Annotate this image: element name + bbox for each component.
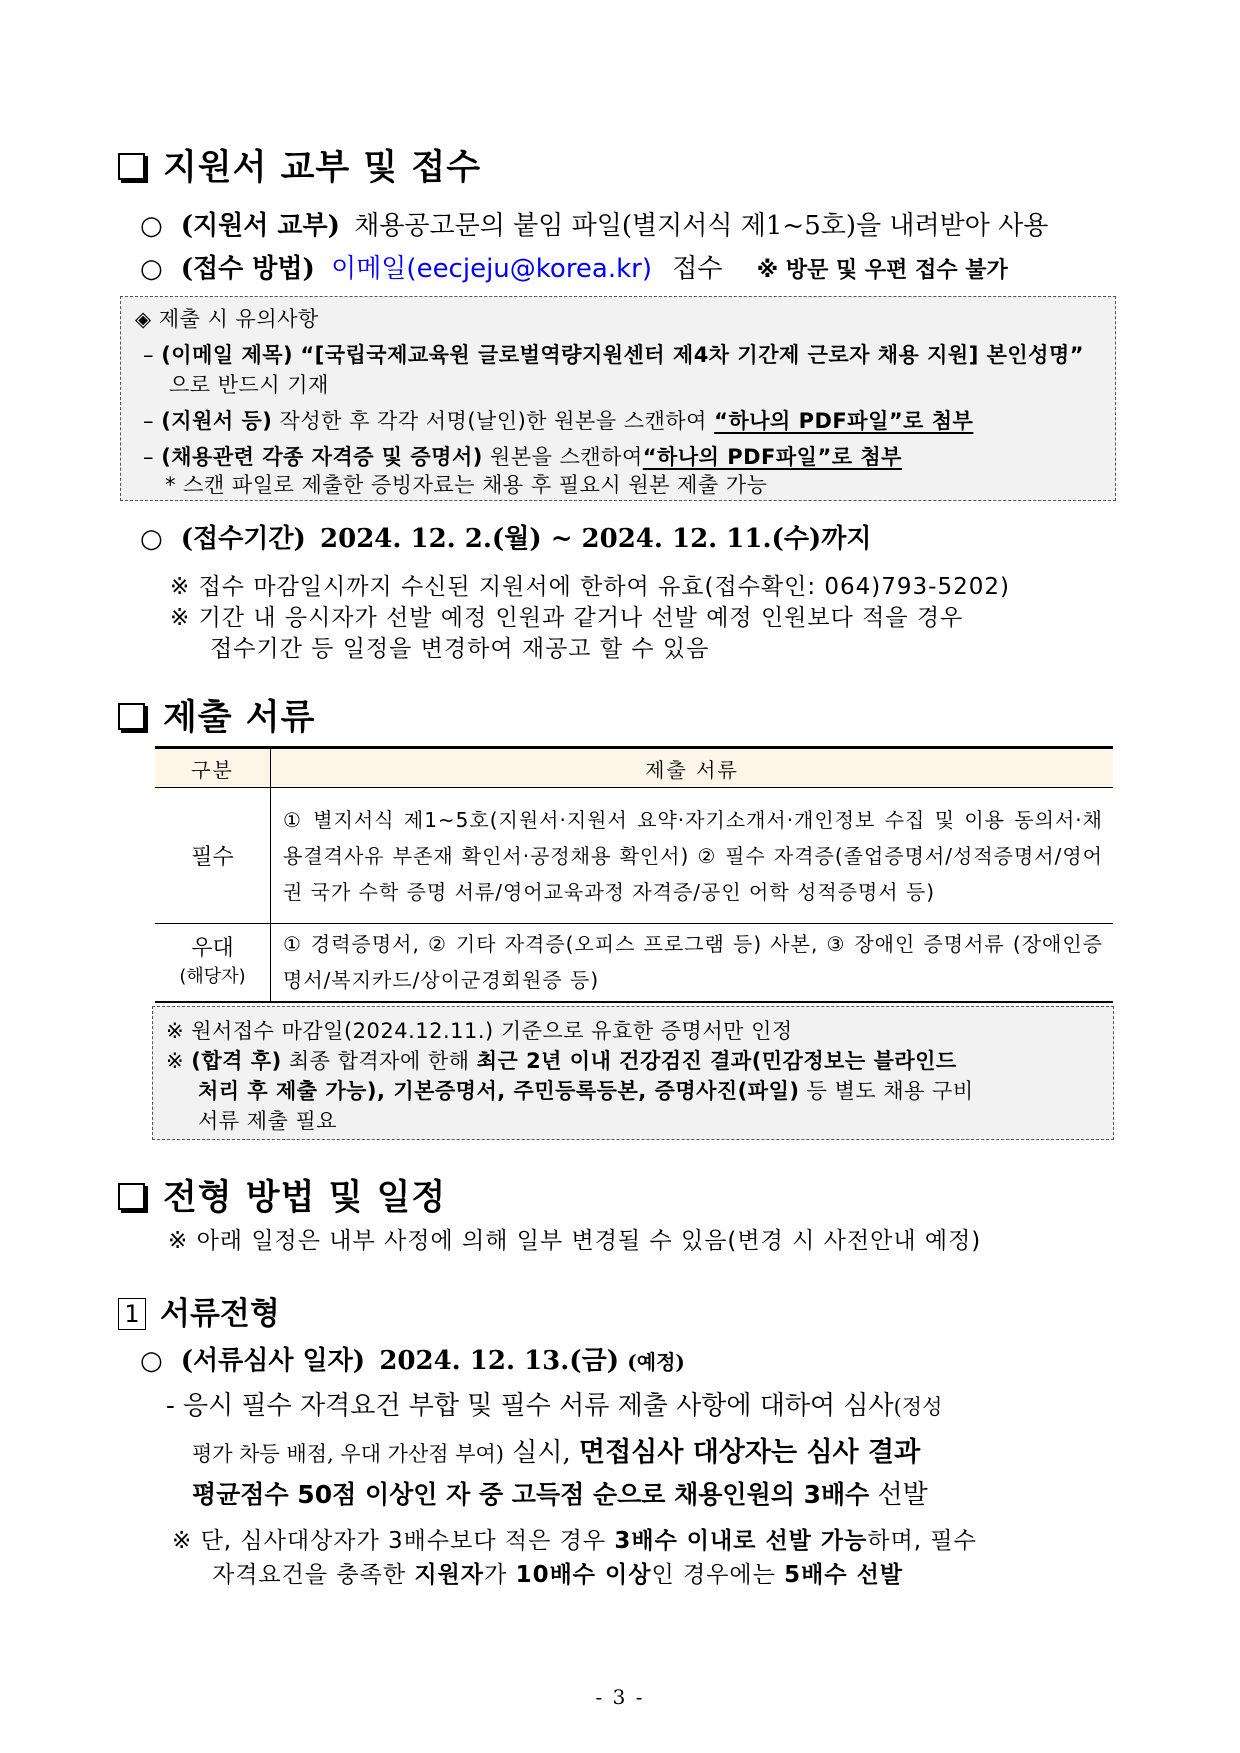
checkbox-square-icon [118,1183,145,1210]
table-row [155,924,1113,1002]
notice-line-email-title: – (이메일 제목) “[국립국제교육원 글로벌역량지원센터 제4차 기간제 근로자 채용 지원] 본인성명” [143,343,1085,367]
documents-note-box: ※ 원서접수 마감일(2024.12.11.) 기준으로 유효한 증명서만 인정 ※ (합격 후) 최종 합격자에 한해 최근 2년 이내 건강검진 결과(민감정보는 블라인드 처리 후 제출 가능), 기본증명서, 주민등록등본, 증명사진(파일) 등 별도 채용 구비 서류 제출 필요 [152,1006,1114,1140]
documents-table [155,746,1113,1003]
notice-line-scan: * 스캔 파일로 제출한 증빙자료는 채용 후 필요시 원본 제출 가능 [165,473,768,497]
step1-dash-line2: 평가 차등 배점, 우대 가산점 부여) 실시, 면접심사 대상자는 심사 결과 [192,1437,921,1468]
section-heading-selection: 전형 방법 및 일정 [118,1170,446,1220]
notice-header: ◈ 제출 시 유의사항 [135,307,319,331]
row-content: ① 경력증명서, ② 기타 자격증(오피스 프로그램 등) 사본, ③ 장애인 증명서류 (장애인증명서/복지카드/상이군경회원증 등) [271,924,1114,1002]
selection-note: ※ 아래 일정은 내부 사정에 의해 일부 변경될 수 있음(변경 시 사전안내 예정) [168,1228,982,1254]
row-content: ① 별지서식 제1~5호(지원서·지원서 요약·자기소개서·개인정보 수집 및 이용 동의서·채용결격사유 부존재 확인서·공정채용 확인서) ② 필수 자격증(졸업증명서/성적증명서/영어권 국가 수학 증명 서류/영어교육과정 자격증/공인 어학 성적증명서 등) [271,788,1114,924]
step1-dash-line3: 평균점수 50점 이상인 자 중 고득점 순으로 채용인원의 3배수 선발 [192,1480,928,1510]
table-row [155,788,1113,924]
table-header-row [155,748,1113,788]
notice-line-application: – (지원서 등) 작성한 후 각각 서명(날인)한 원본을 스캔하여 “하나의 PDF파일”로 첨부 [143,409,974,433]
notice-line-certificates: – (채용관련 각종 자격증 및 증명서) 원본을 스캔하여“하나의 PDF파일”로 첨부 [143,445,902,469]
bullet-distribution: ○ (지원서 교부) 채용공고문의 붙임 파일(별지서식 제1~5호)을 내려받아 사용 [140,211,1049,241]
step1-note-line2: 자격요건을 충족한 지원자가 10배수 이상인 경우에는 5배수 선발 [212,1562,904,1588]
bullet-period: ○ (접수기간) 2024. 12. 2.(월) ~ 2024. 12. 11.(수)까지 [140,524,872,554]
checkbox-square-icon [118,153,145,180]
header-documents: 제출 서류 [271,748,1114,788]
header-category: 구분 [155,748,271,788]
step1-bullet: ○ (서류심사 일자) 2024. 12. 13.(금) (예정) [140,1346,685,1376]
step1-dash-line1: - 응시 필수 자격요건 부합 및 필수 서류 제출 사항에 대하여 심사(정성 [166,1391,943,1421]
step1-note-line1: ※ 단, 심사대상자가 3배수보다 적은 경우 3배수 이내로 선발 가능하며, 필수 [172,1528,977,1554]
step1-heading: 1 서류전형 [118,1288,280,1333]
row-category: 필수 [155,788,271,924]
step-number-box: 1 [118,1298,146,1330]
page-number: - 3 - [595,1685,645,1709]
checkbox-square-icon [118,703,145,730]
section-heading-application: 지원서 교부 및 접수 [118,140,481,190]
section-heading-documents: 제출 서류 [118,690,315,740]
period-note-2: ※ 기간 내 응시자가 선발 예정 인원과 같거나 선발 예정 인원보다 적을 경우 [170,605,964,631]
period-note-3: 접수기간 등 일정을 변경하여 재공고 할 수 있음 [210,636,710,662]
email-link[interactable]: 이메일(eecjeju@korea.kr) [331,254,653,284]
period-note-1: ※ 접수 마감일시까지 수신된 지원서에 한하여 유효(접수확인: 064)793-5202) [170,574,1010,600]
row-category: 우대 (해당자) [155,924,271,1002]
bullet-method: ○ (접수 방법) 이메일(eecjeju@korea.kr) 접수 ※ 방문 및 우편 접수 불가 [140,254,1008,284]
submission-notice-box: ◈ 제출 시 유의사항 – (이메일 제목) “[국립국제교육원 글로벌역량지원센터 제4차 기간제 근로자 채용 지원] 본인성명” 으로 반드시 기재 – (지원서 등) 작성한 후 각각 서명(날인)한 원본을 스캔하여 “하나의 PDF파일”로 첨부 – (채용관련 각종 자격증 및 증명서) 원본을 스캔하여“하나의 PDF파일”로 첨부 * 스캔 파일로 제출한 증빙자료는 채용 후 필요시 원본 제출 가능 [120,296,1116,501]
